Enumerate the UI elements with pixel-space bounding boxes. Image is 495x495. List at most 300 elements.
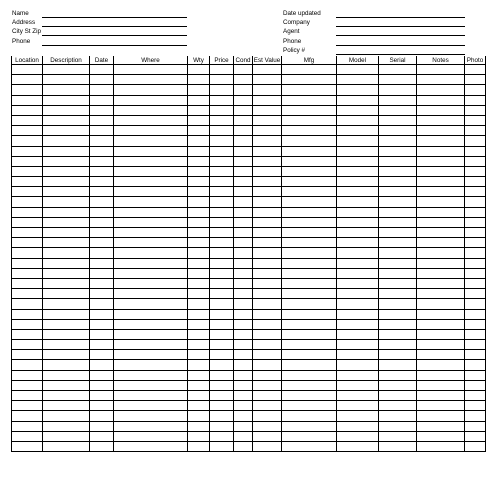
table-cell[interactable] [43,187,90,197]
table-cell[interactable] [12,166,43,176]
table-cell[interactable] [417,177,465,187]
table-cell[interactable] [12,75,43,85]
table-cell[interactable] [188,166,210,176]
table-cell[interactable] [417,248,465,258]
table-cell[interactable] [114,391,188,401]
table-cell[interactable] [379,65,417,75]
table-cell[interactable] [114,350,188,360]
table-cell[interactable] [12,441,43,451]
table-cell[interactable] [282,258,337,268]
table-cell[interactable] [465,268,486,278]
table-cell[interactable] [188,401,210,411]
table-cell[interactable] [337,95,379,105]
table-cell[interactable] [12,299,43,309]
table-cell[interactable] [210,370,234,380]
table-cell[interactable] [282,217,337,227]
table-cell[interactable] [337,65,379,75]
table-cell[interactable] [210,278,234,288]
table-cell[interactable] [253,166,282,176]
company-line[interactable] [336,26,465,27]
table-cell[interactable] [282,146,337,156]
table-cell[interactable] [43,319,90,329]
table-cell[interactable] [188,187,210,197]
table-cell[interactable] [253,441,282,451]
table-cell[interactable] [12,401,43,411]
table-cell[interactable] [210,299,234,309]
table-cell[interactable] [234,401,253,411]
table-cell[interactable] [417,340,465,350]
table-cell[interactable] [234,360,253,370]
table-cell[interactable] [43,309,90,319]
table-cell[interactable] [12,289,43,299]
table-cell[interactable] [114,248,188,258]
table-cell[interactable] [417,85,465,95]
table-cell[interactable] [253,421,282,431]
table-cell[interactable] [234,207,253,217]
table-cell[interactable] [379,136,417,146]
table-cell[interactable] [43,207,90,217]
table-cell[interactable] [379,299,417,309]
city-st-zip-line[interactable] [42,35,187,36]
table-cell[interactable] [465,187,486,197]
table-cell[interactable] [210,411,234,421]
table-cell[interactable] [465,360,486,370]
table-cell[interactable] [379,309,417,319]
table-cell[interactable] [337,217,379,227]
table-cell[interactable] [43,391,90,401]
table-cell[interactable] [234,177,253,187]
table-cell[interactable] [282,370,337,380]
table-cell[interactable] [210,360,234,370]
table-cell[interactable] [43,401,90,411]
table-cell[interactable] [417,115,465,125]
table-cell[interactable] [282,238,337,248]
table-cell[interactable] [210,401,234,411]
table-cell[interactable] [188,85,210,95]
table-cell[interactable] [114,258,188,268]
table-cell[interactable] [188,380,210,390]
table-cell[interactable] [188,177,210,187]
table-cell[interactable] [465,431,486,441]
table-cell[interactable] [337,360,379,370]
table-cell[interactable] [12,258,43,268]
table-cell[interactable] [379,329,417,339]
table-cell[interactable] [234,340,253,350]
table-cell[interactable] [90,329,114,339]
table-cell[interactable] [379,115,417,125]
table-cell[interactable] [188,340,210,350]
table-cell[interactable] [234,197,253,207]
table-cell[interactable] [379,350,417,360]
table-cell[interactable] [210,207,234,217]
table-cell[interactable] [210,268,234,278]
table-cell[interactable] [234,268,253,278]
table-cell[interactable] [234,166,253,176]
table-cell[interactable] [12,95,43,105]
table-cell[interactable] [465,126,486,136]
table-cell[interactable] [253,370,282,380]
table-cell[interactable] [188,268,210,278]
table-cell[interactable] [379,360,417,370]
table-cell[interactable] [12,136,43,146]
table-cell[interactable] [188,197,210,207]
table-cell[interactable] [417,278,465,288]
table-cell[interactable] [465,136,486,146]
table-cell[interactable] [90,248,114,258]
table-cell[interactable] [234,258,253,268]
table-cell[interactable] [12,187,43,197]
table-cell[interactable] [282,136,337,146]
table-cell[interactable] [188,289,210,299]
table-cell[interactable] [234,380,253,390]
table-cell[interactable] [253,126,282,136]
table-cell[interactable] [282,350,337,360]
table-cell[interactable] [253,340,282,350]
table-cell[interactable] [90,115,114,125]
table-cell[interactable] [282,197,337,207]
table-cell[interactable] [465,421,486,431]
table-cell[interactable] [234,228,253,238]
table-cell[interactable] [114,380,188,390]
table-cell[interactable] [12,248,43,258]
table-cell[interactable] [417,136,465,146]
phone-line[interactable] [42,45,187,46]
table-cell[interactable] [253,360,282,370]
table-cell[interactable] [465,207,486,217]
table-cell[interactable] [234,126,253,136]
table-cell[interactable] [43,228,90,238]
table-cell[interactable] [234,289,253,299]
table-cell[interactable] [417,289,465,299]
table-cell[interactable] [379,391,417,401]
agent-phone-line[interactable] [336,45,465,46]
table-cell[interactable] [253,248,282,258]
table-cell[interactable] [90,299,114,309]
table-cell[interactable] [253,350,282,360]
table-cell[interactable] [210,187,234,197]
table-cell[interactable] [90,319,114,329]
table-cell[interactable] [253,105,282,115]
table-cell[interactable] [253,309,282,319]
table-cell[interactable] [337,105,379,115]
table-cell[interactable] [188,105,210,115]
table-cell[interactable] [417,258,465,268]
name-line[interactable] [42,17,187,18]
table-cell[interactable] [188,156,210,166]
table-cell[interactable] [282,421,337,431]
table-cell[interactable] [417,268,465,278]
table-cell[interactable] [210,197,234,207]
table-cell[interactable] [43,65,90,75]
table-cell[interactable] [12,268,43,278]
table-cell[interactable] [253,411,282,421]
table-cell[interactable] [114,329,188,339]
table-cell[interactable] [379,258,417,268]
table-cell[interactable] [210,238,234,248]
table-cell[interactable] [379,228,417,238]
table-cell[interactable] [188,329,210,339]
table-cell[interactable] [417,146,465,156]
table-cell[interactable] [337,299,379,309]
table-cell[interactable] [465,228,486,238]
table-cell[interactable] [253,278,282,288]
table-cell[interactable] [43,340,90,350]
table-cell[interactable] [253,136,282,146]
table-cell[interactable] [417,126,465,136]
table-cell[interactable] [417,75,465,85]
table-cell[interactable] [90,268,114,278]
table-cell[interactable] [379,85,417,95]
table-cell[interactable] [210,156,234,166]
table-cell[interactable] [253,156,282,166]
table-cell[interactable] [465,289,486,299]
table-cell[interactable] [465,258,486,268]
table-cell[interactable] [417,441,465,451]
table-cell[interactable] [253,115,282,125]
table-cell[interactable] [188,411,210,421]
table-cell[interactable] [234,65,253,75]
table-cell[interactable] [12,421,43,431]
table-cell[interactable] [114,289,188,299]
table-cell[interactable] [417,217,465,227]
table-cell[interactable] [90,309,114,319]
table-cell[interactable] [210,319,234,329]
table-cell[interactable] [234,411,253,421]
table-cell[interactable] [337,166,379,176]
table-cell[interactable] [114,431,188,441]
table-cell[interactable] [234,431,253,441]
table-cell[interactable] [253,329,282,339]
table-cell[interactable] [465,238,486,248]
table-cell[interactable] [282,105,337,115]
table-cell[interactable] [253,289,282,299]
table-cell[interactable] [417,421,465,431]
table-cell[interactable] [234,105,253,115]
table-cell[interactable] [337,177,379,187]
table-cell[interactable] [114,115,188,125]
table-cell[interactable] [188,421,210,431]
table-cell[interactable] [114,268,188,278]
table-cell[interactable] [282,441,337,451]
table-cell[interactable] [337,75,379,85]
table-cell[interactable] [379,248,417,258]
policy-number-line[interactable] [336,54,465,55]
table-cell[interactable] [114,136,188,146]
table-cell[interactable] [43,268,90,278]
table-cell[interactable] [114,85,188,95]
table-cell[interactable] [337,115,379,125]
table-cell[interactable] [253,207,282,217]
table-cell[interactable] [234,248,253,258]
table-cell[interactable] [253,319,282,329]
table-cell[interactable] [90,65,114,75]
table-cell[interactable] [90,177,114,187]
table-cell[interactable] [210,85,234,95]
table-cell[interactable] [417,319,465,329]
table-cell[interactable] [12,360,43,370]
table-cell[interactable] [90,228,114,238]
table-cell[interactable] [188,238,210,248]
table-cell[interactable] [337,370,379,380]
table-cell[interactable] [379,166,417,176]
table-cell[interactable] [337,411,379,421]
table-cell[interactable] [43,166,90,176]
table-cell[interactable] [114,95,188,105]
table-cell[interactable] [210,65,234,75]
table-cell[interactable] [43,421,90,431]
table-cell[interactable] [114,146,188,156]
table-cell[interactable] [43,380,90,390]
table-cell[interactable] [210,258,234,268]
table-cell[interactable] [114,411,188,421]
table-cell[interactable] [379,217,417,227]
table-cell[interactable] [114,370,188,380]
table-cell[interactable] [12,126,43,136]
table-cell[interactable] [417,187,465,197]
table-cell[interactable] [282,411,337,421]
table-cell[interactable] [12,431,43,441]
table-cell[interactable] [210,177,234,187]
table-cell[interactable] [43,370,90,380]
table-cell[interactable] [417,228,465,238]
table-cell[interactable] [114,238,188,248]
table-cell[interactable] [210,391,234,401]
table-cell[interactable] [417,207,465,217]
table-cell[interactable] [90,217,114,227]
table-cell[interactable] [188,75,210,85]
table-cell[interactable] [114,166,188,176]
table-cell[interactable] [337,238,379,248]
table-cell[interactable] [253,187,282,197]
table-cell[interactable] [282,360,337,370]
table-cell[interactable] [379,95,417,105]
table-cell[interactable] [210,136,234,146]
table-cell[interactable] [114,309,188,319]
table-cell[interactable] [465,380,486,390]
table-cell[interactable] [465,248,486,258]
table-cell[interactable] [188,319,210,329]
table-cell[interactable] [465,105,486,115]
table-cell[interactable] [210,75,234,85]
table-cell[interactable] [234,136,253,146]
table-cell[interactable] [337,391,379,401]
table-cell[interactable] [379,105,417,115]
table-cell[interactable] [12,370,43,380]
table-cell[interactable] [337,187,379,197]
table-cell[interactable] [234,319,253,329]
table-cell[interactable] [465,299,486,309]
table-cell[interactable] [465,146,486,156]
table-cell[interactable] [465,441,486,451]
table-cell[interactable] [282,391,337,401]
table-cell[interactable] [253,299,282,309]
table-cell[interactable] [282,228,337,238]
table-cell[interactable] [282,177,337,187]
table-cell[interactable] [12,238,43,248]
table-cell[interactable] [90,431,114,441]
table-cell[interactable] [253,401,282,411]
table-cell[interactable] [379,370,417,380]
table-cell[interactable] [379,411,417,421]
table-cell[interactable] [188,309,210,319]
table-cell[interactable] [12,380,43,390]
table-cell[interactable] [417,431,465,441]
table-cell[interactable] [253,238,282,248]
table-cell[interactable] [234,187,253,197]
table-cell[interactable] [234,278,253,288]
table-cell[interactable] [337,401,379,411]
table-cell[interactable] [90,340,114,350]
table-cell[interactable] [465,319,486,329]
table-cell[interactable] [90,146,114,156]
table-cell[interactable] [43,360,90,370]
table-cell[interactable] [337,136,379,146]
table-cell[interactable] [465,329,486,339]
table-cell[interactable] [188,278,210,288]
table-cell[interactable] [282,380,337,390]
table-cell[interactable] [253,177,282,187]
table-cell[interactable] [210,146,234,156]
table-cell[interactable] [90,238,114,248]
table-cell[interactable] [12,85,43,95]
table-cell[interactable] [465,95,486,105]
table-cell[interactable] [282,126,337,136]
table-cell[interactable] [282,278,337,288]
table-cell[interactable] [417,238,465,248]
table-cell[interactable] [188,126,210,136]
table-cell[interactable] [43,126,90,136]
table-cell[interactable] [337,329,379,339]
table-cell[interactable] [43,441,90,451]
table-cell[interactable] [234,75,253,85]
table-cell[interactable] [379,156,417,166]
table-cell[interactable] [43,136,90,146]
table-cell[interactable] [282,85,337,95]
table-cell[interactable] [379,268,417,278]
table-cell[interactable] [337,146,379,156]
table-cell[interactable] [210,309,234,319]
table-cell[interactable] [465,309,486,319]
table-cell[interactable] [90,207,114,217]
table-cell[interactable] [210,340,234,350]
table-cell[interactable] [90,105,114,115]
table-cell[interactable] [337,156,379,166]
table-cell[interactable] [114,319,188,329]
table-cell[interactable] [282,329,337,339]
table-cell[interactable] [90,95,114,105]
table-cell[interactable] [417,350,465,360]
table-cell[interactable] [417,401,465,411]
table-cell[interactable] [379,289,417,299]
table-cell[interactable] [337,350,379,360]
table-cell[interactable] [337,278,379,288]
table-cell[interactable] [12,207,43,217]
table-cell[interactable] [210,228,234,238]
table-cell[interactable] [379,421,417,431]
table-cell[interactable] [90,401,114,411]
table-cell[interactable] [90,126,114,136]
table-cell[interactable] [282,340,337,350]
table-cell[interactable] [114,421,188,431]
table-cell[interactable] [379,401,417,411]
table-cell[interactable] [417,156,465,166]
table-cell[interactable] [253,146,282,156]
table-cell[interactable] [43,105,90,115]
table-cell[interactable] [90,441,114,451]
table-cell[interactable] [114,299,188,309]
table-cell[interactable] [43,146,90,156]
table-cell[interactable] [465,411,486,421]
